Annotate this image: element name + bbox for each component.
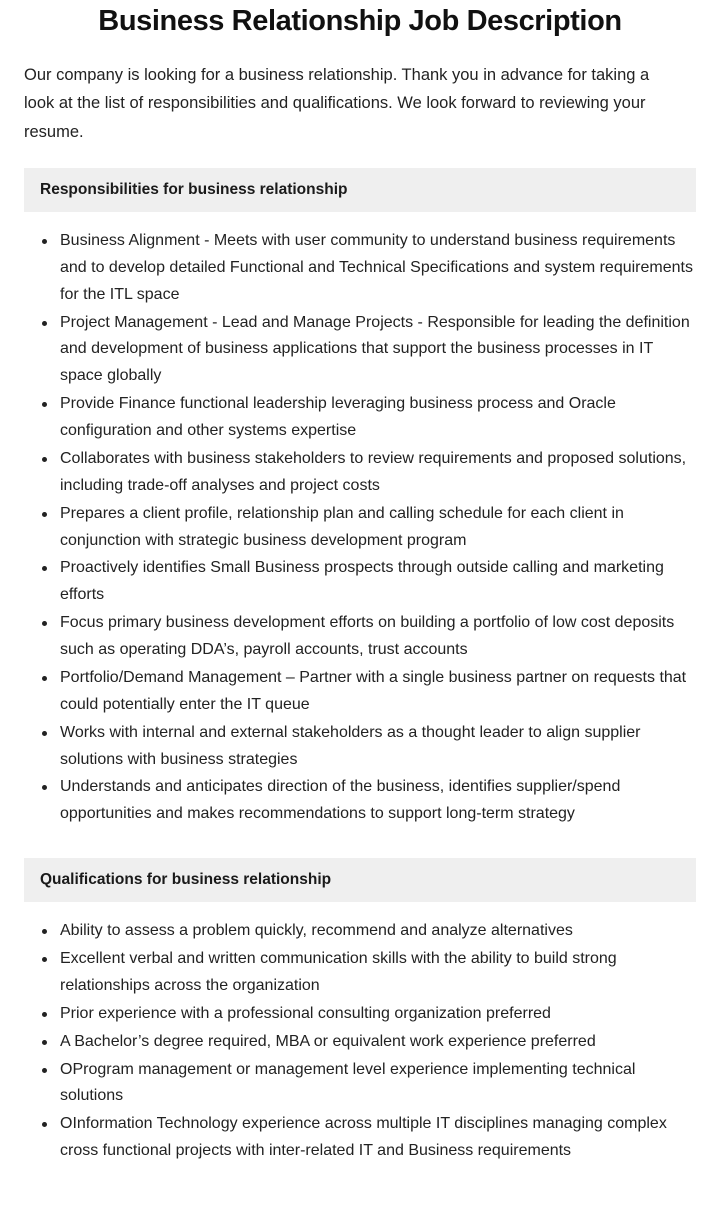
- list-item: Provide Finance functional leadership leveraging business process and Oracle configuration and other systems expertise: [24, 391, 696, 445]
- section-body-responsibilities: [24, 218, 696, 828]
- list-item: Prior experience with a professional consulting organization preferred: [24, 1001, 696, 1028]
- section-divider-spacer: [24, 850, 696, 858]
- list-item: Understands and anticipates direction of the business, identifies supplier/spend opportunities and makes recommendations to support long-term strategy: [24, 774, 696, 828]
- responsibilities-list: [24, 218, 696, 828]
- list-item: Proactively identifies Small Business prospects through outside calling and marketing efforts: [24, 555, 696, 609]
- list-item: OInformation Technology experience across multiple IT disciplines managing complex cross functional projects with inter-related IT and Business requirements: [24, 1111, 696, 1165]
- list-item: Works with internal and external stakeholders as a thought leader to align supplier solutions with business strategies: [24, 720, 696, 774]
- section-heading-qualifications: Qualifications for business relationship: [24, 858, 696, 902]
- page-title: Business Relationship Job Description: [98, 5, 622, 37]
- list-item: Collaborates with business stakeholders to review requirements and proposed solutions, including trade-off analyses and project costs: [24, 446, 696, 500]
- list-item: OProgram management or management level experience implementing technical solutions: [24, 1057, 696, 1111]
- list-item: Focus primary business development efforts on building a portfolio of low cost deposits such as operating DDA’s, payroll accounts, trust accounts: [24, 610, 696, 664]
- section-heading-responsibilities: Responsibilities for business relationship: [24, 168, 696, 212]
- section-qualifications: [24, 858, 696, 1165]
- list-item: Business Alignment - Meets with user community to understand business requirements and to develop detailed Functional and Technical Specifications and system requirements for the ITL space: [24, 228, 696, 309]
- list-item: Portfolio/Demand Management – Partner with a single business partner on requests that could potentially enter the IT queue: [24, 665, 696, 719]
- list-item: Prepares a client profile, relationship plan and calling schedule for each client in conjunction with strategic business development program: [24, 501, 696, 555]
- list-item: Project Management - Lead and Manage Projects - Responsible for leading the definition and development of business applications that support the business processes in IT space globally: [24, 310, 696, 391]
- section-body-qualifications: [24, 908, 696, 1165]
- list-item: A Bachelor’s degree required, MBA or equivalent work experience preferred: [24, 1029, 696, 1056]
- document-page: [0, 4, 720, 1165]
- intro-paragraph: Our company is looking for a business relationship. Thank you in advance for taking a look at the list of responsibilities and qualifications. We look forward to reviewing your resume.: [24, 65, 650, 141]
- list-item: Ability to assess a problem quickly, recommend and analyze alternatives: [24, 918, 696, 945]
- list-item: Excellent verbal and written communication skills with the ability to build strong relationships across the organization: [24, 946, 696, 1000]
- qualifications-list: [24, 908, 696, 1165]
- section-responsibilities: [24, 168, 696, 828]
